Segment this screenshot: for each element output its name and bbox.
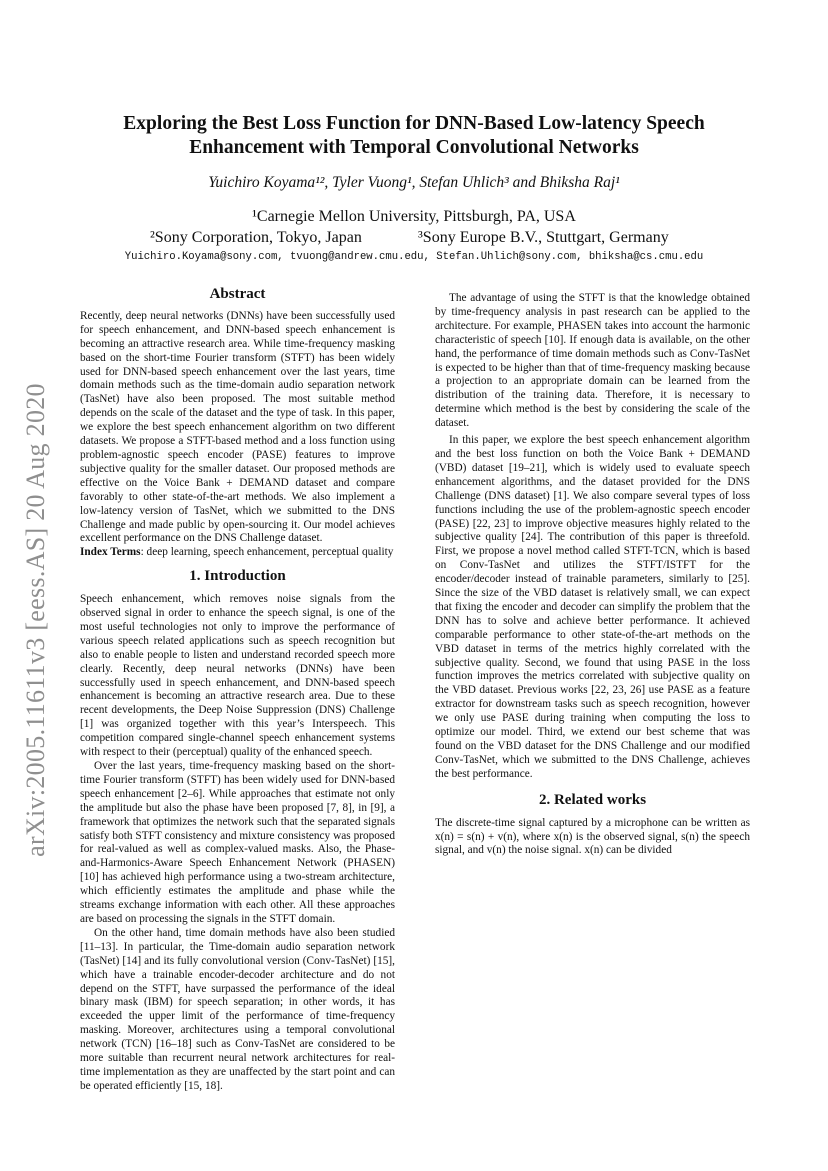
related-works-heading: 2. Related works: [538, 791, 647, 808]
paper-title: [80, 112, 748, 160]
author-emails: Yuichiro.Koyama@sony.com, tvuong@andrew.cmu.edu, Stefan.Uhlich@sony.com, bhiksha@cs.cmu.edu: [124, 251, 704, 263]
index-terms-text: : deep learning, speech enhancement, perceptual quality: [140, 546, 394, 559]
introduction-heading: 1. Introduction: [189, 568, 286, 585]
abstract-body: Recently, deep neural networks (DNNs) have been successfully used for speech enhancement, and DNN-based speech enhancement is becoming an attractive research area. While time-frequency masking based on the short-time Fourier transform (STFT) has been widely used for DNN-based speech enhancement over the last years, time domain methods such as the time-domain audio separation network (TasNet) have also been proposed. The most suitable method depends on the scale of the dataset and the type of task. In this paper, we explore the best speech enhancement algorithm on two different datasets. We propose a STFT-based method and a loss function using problem-agnostic speech encoder (PASE) features to improve subjective quality for the smaller dataset. Our proposed methods are effective on the Voice Bank + DEMAND dataset and compare favorably to other state-of-the-art methods. We also implement a low-latency version of TasNet, which we submitted to the DNS Challenge and made public by open-sourcing it. Our model achieves excellent performance on the DNS Challenge dataset.: [80, 309, 395, 545]
author-list: Yuichiro Koyama¹², Tyler Vuong¹, Stefan Uhlich³ and Bhiksha Raj¹: [208, 174, 620, 191]
index-terms-label: Index Terms: [80, 546, 141, 559]
intro-paragraph-2: Over the last years, time-frequency masking based on the short-time Fourier transform (STFT) has been widely used for DNN-based speech enhancement [2–6]. While approaches that estimate not only the amplitude but also the phase have been proposed [7, 8], in [9], a framework that optimizes the network such that the separated signals satisfy both STFT consistency and mixture consistency was proposed for real-valued as well as complex-valued masks. Also, the Phase-and-Harmonics-Aware Speech Enhancement Network (PHASEN) [10] has achieved high performance using a two-stream architecture, which efficiently estimates the amplitude and phase while the streams exchange information with each other. All these approaches are based on processing the signals in the STFT domain.: [80, 760, 395, 925]
intro-paragraph-5: In this paper, we explore the best speech enhancement algorithm and the best loss function on both the Voice Bank + DEMAND (VBD) dataset [19–21], which is widely used to evaluate speech enhancement algorithms, and the dataset provided for the DNS Challenge (DNS dataset) [1]. We also compare several types of loss functions including the use of the problem-agnostic speech encoder (PASE) [22, 23] to improve objective measures highly related to the subjective quality [24]. The contribution of this paper is threefold. First, we propose a novel method called STFT-TCN, which is based on Conv-TasNet and utilizes the STFT/ISTFT for the encoder/decoder instead of trainable parameters, similarly to [25]. Since the size of the VBD dataset is relatively small, we can expect that fixing the encoder and decoder can simplify the problem that the DNN has to solve and achieve better performance. It achieved comparable performance to other state-of-the-art methods on the VBD dataset in terms of the metrics highly correlated with the subjective quality. Second, we found that using PASE in the loss function improves the metrics correlated with subjective quality on the VBD dataset. Previous works [22, 23, 26] use PASE as a feature extractor for downstream tasks such as speech recognition, however we only use PASE during training when computing the loss to optimize our model. Third, we extend our best scheme that was found on the VBD dataset for the DNS Challenge and our modified Conv-TasNet, which we submitted to the DNS Challenge, achieves the best performance.: [435, 434, 750, 780]
right-column: [435, 292, 750, 858]
arxiv-stamp: [14, 360, 58, 880]
title-line-1: Exploring the Best Loss Function for DNN-Based Low-latency Speech: [123, 113, 705, 134]
title-line-2: Enhancement with Temporal Convolutional Networks: [189, 137, 639, 158]
arxiv-stamp-text: arXiv:2005.11611v3 [eess.AS] 20 Aug 2020: [21, 383, 51, 857]
related-paragraph-1: The discrete-time signal captured by a microphone can be written as x(n) = s(n) + v(n), where x(n) is the observed signal, s(n) the speech signal, and v(n) the noise signal. x(n) can be divided: [435, 816, 750, 857]
abstract-heading: Abstract: [209, 286, 266, 302]
left-column: [80, 288, 395, 1094]
intro-paragraph-1: Speech enhancement, which removes noise signals from the observed signal in order to enhance the speech signal, is one of the most useful technologies not only to improve the performance of various speech related applications such as speech recognition but also to enable people to listen and understand recorded speech more clearly. Recently, deep neural networks (DNNs) have been successfully used in speech enhancement, and DNN-based speech enhancement is becoming an attractive research area. Due to these recent developments, the Deep Noise Suppression (DNS) Challenge [1] was organized together with this year’s Interspeech. This competition compared single-channel speech enhancement systems with respect to their (perceptual) quality of the enhanced speech.: [80, 593, 395, 759]
intro-paragraph-4: The advantage of using the STFT is that the knowledge obtained by time-frequency analysis in past research can be applied to the architecture. For example, PHASEN takes into account the harmonic characteristic of speech [10]. If enough data is available, on the other hand, the performance of time domain methods such as Conv-TasNet is expected to be higher than that of time-frequency masking because a projection to an appropriate domain can be learned from the distribution of the training data. Therefore, it is necessary to determine which method is the best by considering the scale of the dataset.: [435, 292, 750, 430]
index-terms: [80, 546, 395, 560]
affiliation-cmu: ¹Carnegie Mellon University, Pittsburgh, PA, USA: [252, 208, 576, 225]
affiliation-sony-japan: ²Sony Corporation, Tokyo, Japan: [150, 229, 362, 246]
intro-paragraph-3: On the other hand, time domain methods have also been studied [11–13]. In particular, the Time-domain audio separation network (TasNet) [14] and its fully convolutional version (Conv-TasNet) [15], which have a trainable encoder-decoder architecture and do not depend on the STFT, have surpassed the performance of the ideal binary mask (IBM) for speech separation; in other words, it has exceeded the upper limit of the performance of time-frequency masking. Moreover, architectures using a temporal convolutional network (TCN) [16–18] such as Conv-TasNet are considered to be more suitable than recurrent neural network architectures for real-time implementation as they are unaffected by the start point and can be operated efficiently [15, 18].: [80, 926, 395, 1092]
affiliation-sony-europe: ³Sony Europe B.V., Stuttgart, Germany: [418, 229, 669, 246]
